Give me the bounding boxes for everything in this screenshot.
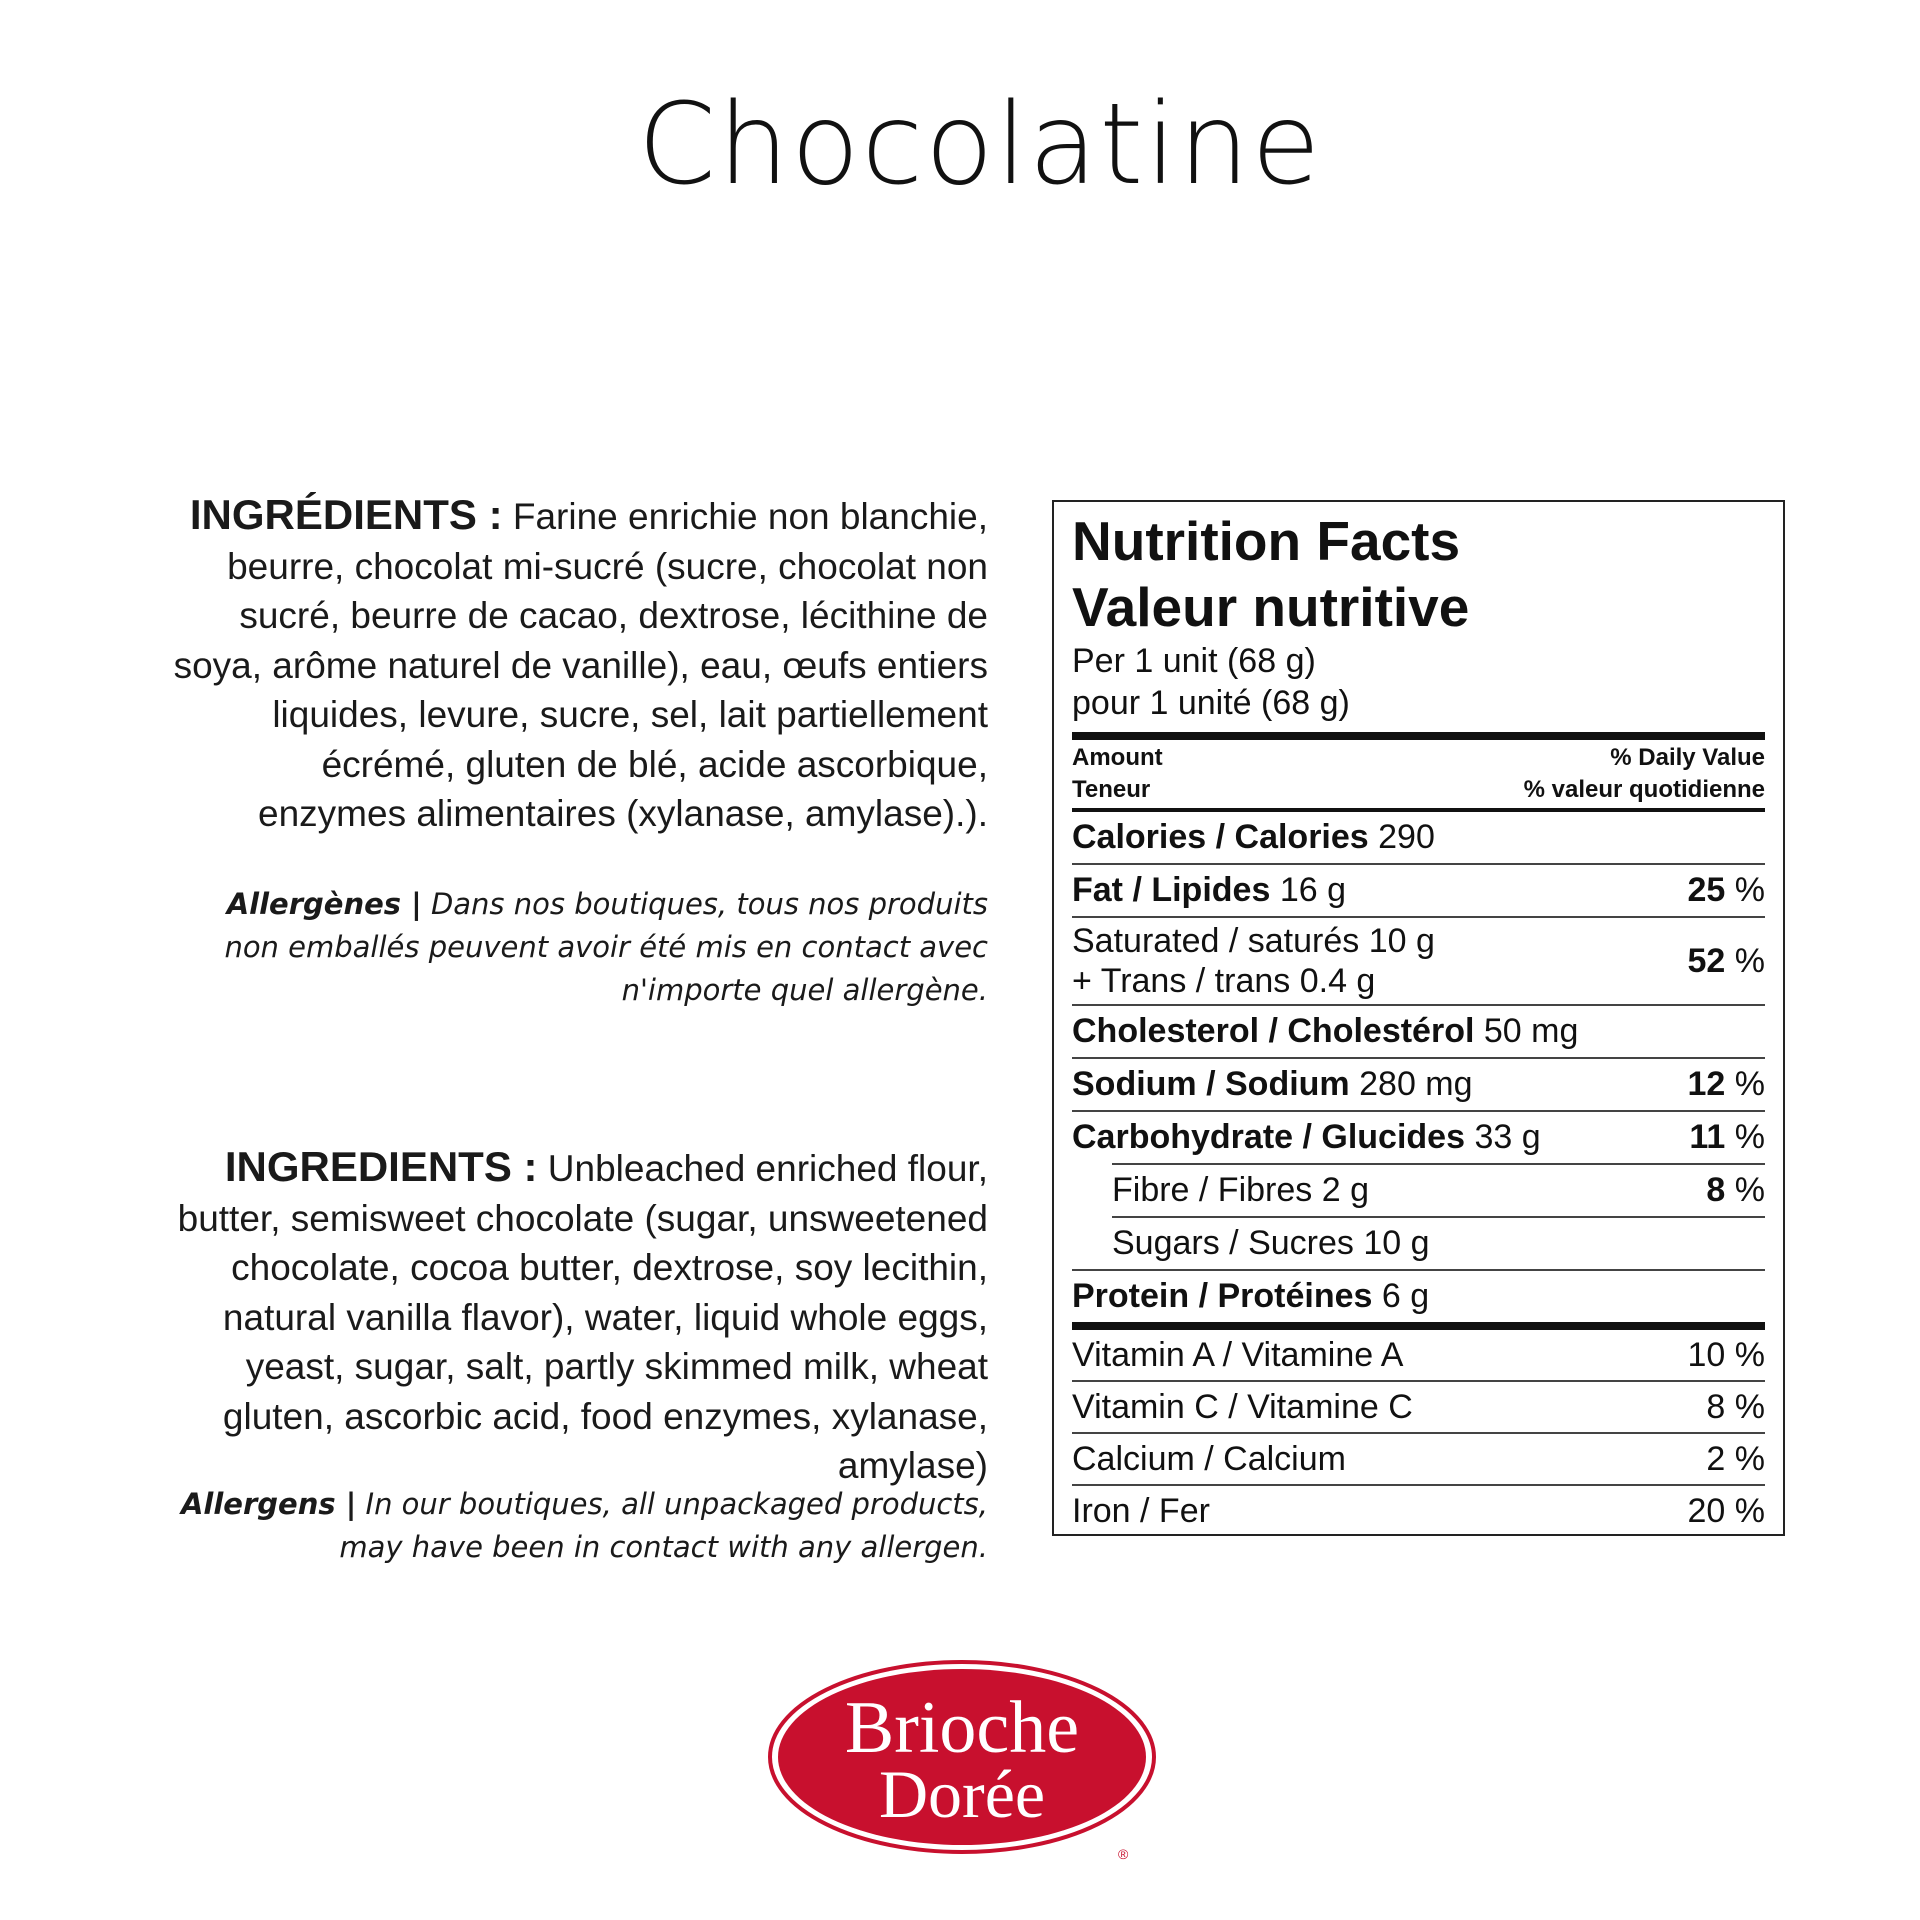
english-allergen-text: In our boutiques, all unpackaged products, may have been in contact with any allergen. — [339, 1487, 988, 1564]
french-allergen-label: Allergènes | — [226, 887, 422, 921]
percent-sign: % — [1734, 871, 1765, 909]
vitamin-c-value: 8 % — [1706, 1388, 1765, 1426]
carbohydrate-row — [1072, 1112, 1765, 1163]
cholesterol-value: 50 mg — [1483, 1012, 1579, 1050]
daily-value-label-en: % Daily Value — [1610, 744, 1765, 771]
vitamin-a-label: Vitamin A / Vitamine A — [1072, 1336, 1404, 1374]
english-allergen-label: Allergens | — [180, 1487, 357, 1521]
english-ingredients-text: Unbleached enriched flour, butter, semisweet chocolate (sugar, unsweetened chocolate, cocoa butter, dextrose, soy lecithin, natural vanilla flavor), water, liquid whole eggs, yeast, sugar, salt, partly skimmed milk, wheat gluten, ascorbic acid, food enzymes, xylanase, amylase) — [177, 1148, 988, 1486]
cholesterol-label: Cholesterol / Cholestérol — [1072, 1012, 1475, 1050]
nutrition-title-en: Nutrition Facts — [1072, 510, 1461, 572]
trans-value: 0.4 g — [1299, 962, 1376, 1000]
amount-header — [1072, 740, 1765, 808]
vitamin-a-value: 10 % — [1687, 1336, 1765, 1374]
english-ingredients-block — [170, 1142, 988, 1491]
daily-value-label-fr: % valeur quotidienne — [1523, 776, 1765, 803]
nutrition-facts-table — [1052, 500, 1785, 1536]
french-ingredients-block — [170, 490, 988, 839]
fibre-value: 2 g — [1321, 1171, 1369, 1209]
iron-label: Iron / Fer — [1072, 1492, 1210, 1530]
english-ingredients-label: INGREDIENTS : — [224, 1143, 538, 1190]
brioche-doree-logo — [766, 1657, 1166, 1867]
percent-sign: % — [1734, 1171, 1765, 1209]
iron-value: 20 % — [1687, 1492, 1765, 1530]
french-allergen-block — [170, 883, 988, 1012]
french-ingredients-label: INGRÉDIENTS : — [189, 491, 503, 538]
amount-label-fr: Teneur — [1072, 776, 1151, 803]
protein-value: 6 g — [1381, 1277, 1430, 1315]
carbohydrate-value: 33 g — [1474, 1118, 1541, 1156]
calories-label: Calories / Calories — [1072, 818, 1369, 856]
french-ingredients-paragraph — [170, 490, 988, 839]
calcium-label: Calcium / Calcium — [1072, 1440, 1346, 1478]
english-allergen-paragraph — [170, 1483, 988, 1569]
vitamin-c-label: Vitamin C / Vitamine C — [1072, 1388, 1413, 1426]
percent-sign: % — [1734, 1118, 1765, 1156]
calories-value: 290 — [1378, 818, 1435, 856]
logo-text-line2: Dorée — [878, 1756, 1046, 1832]
fat-row — [1072, 865, 1765, 916]
fat-label: Fat / Lipides — [1072, 871, 1271, 909]
french-allergen-text: Dans nos boutiques, tous nos produits non emballés peuvent avoir été mis en contact avec n'importe quel allergène. — [224, 887, 988, 1007]
thick-divider — [1072, 732, 1765, 740]
registered-mark: ® — [1118, 1846, 1129, 1862]
saturated-trans-percent: 52 — [1687, 942, 1726, 980]
nutrition-title-fr: Valeur nutritive — [1072, 576, 1470, 638]
protein-row — [1072, 1271, 1765, 1322]
vitamin-c-row — [1072, 1382, 1765, 1432]
serving-size-fr: pour 1 unité (68 g) — [1072, 684, 1350, 722]
thick-divider — [1072, 1322, 1765, 1330]
fibre-row — [1072, 1165, 1765, 1216]
sugars-value: 10 g — [1363, 1224, 1430, 1262]
page-title: Chocolatine — [637, 80, 1323, 210]
fat-value: 16 g — [1279, 871, 1346, 909]
sodium-row — [1072, 1059, 1765, 1110]
english-allergen-block — [170, 1483, 988, 1569]
serving-size-en: Per 1 unit (68 g) — [1072, 642, 1316, 680]
iron-row — [1072, 1486, 1765, 1536]
sugars-row — [1072, 1218, 1765, 1269]
saturated-trans-row — [1072, 918, 1765, 1004]
fat-percent: 25 — [1687, 871, 1726, 909]
fibre-label: Fibre / Fibres — [1112, 1171, 1313, 1209]
trans-label: + Trans / trans — [1072, 962, 1291, 1000]
vitamin-a-row — [1072, 1330, 1765, 1380]
calcium-row — [1072, 1434, 1765, 1484]
percent-sign: % — [1734, 1065, 1765, 1103]
carbohydrate-label: Carbohydrate / Glucides — [1072, 1118, 1465, 1156]
sodium-value: 280 mg — [1359, 1065, 1473, 1103]
calories-row — [1072, 812, 1765, 863]
french-allergen-paragraph — [170, 883, 988, 1012]
english-ingredients-paragraph — [170, 1142, 988, 1491]
french-ingredients-text: Farine enrichie non blanchie, beurre, chocolat mi-sucré (sucre, chocolat non sucré, beurre de cacao, dextrose, lécithine de soya, arôme naturel de vanille), eau, œufs entiers liquides, levure, sucre, sel, lait partiellement écrémé, gluten de blé, acide ascorbique, enzymes alimentaires (xylanase, amylase).). — [173, 496, 988, 834]
percent-sign: % — [1734, 942, 1765, 980]
sugars-label: Sugars / Sucres — [1112, 1224, 1354, 1262]
carbohydrate-percent: 11 — [1689, 1118, 1726, 1156]
saturated-value: 10 g — [1368, 922, 1435, 960]
sodium-label: Sodium / Sodium — [1072, 1065, 1350, 1103]
sodium-percent: 12 — [1687, 1065, 1726, 1103]
logo-text-line1: Brioche — [844, 1687, 1080, 1769]
amount-label-en: Amount — [1072, 744, 1163, 771]
calcium-value: 2 % — [1706, 1440, 1765, 1478]
saturated-label: Saturated / saturés — [1072, 922, 1360, 960]
cholesterol-row — [1072, 1006, 1765, 1057]
protein-label: Protein / Protéines — [1072, 1277, 1373, 1315]
fibre-percent: 8 — [1706, 1171, 1726, 1209]
